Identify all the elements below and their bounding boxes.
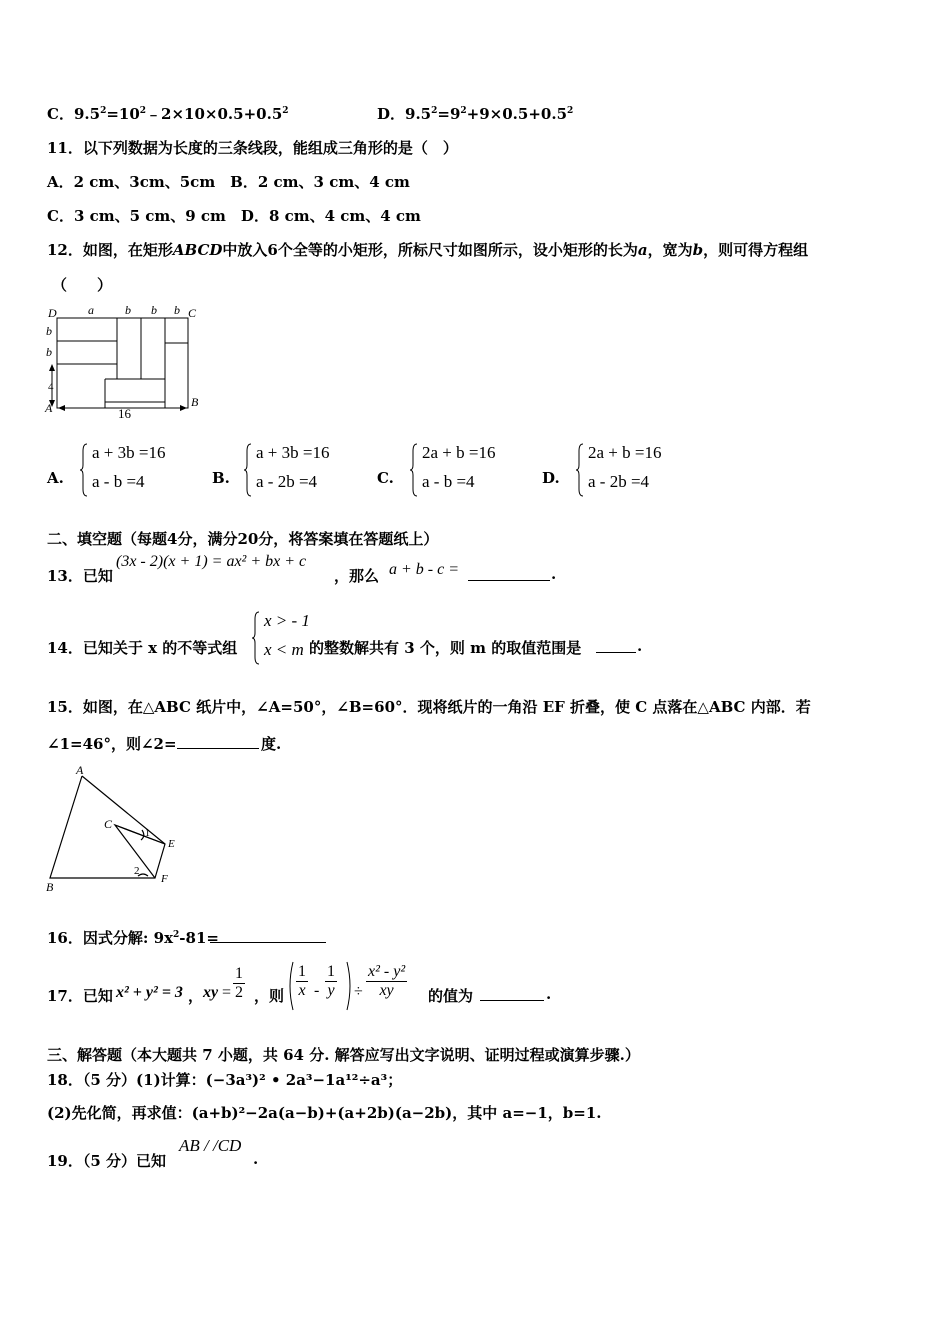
fig12-label-d: D bbox=[48, 306, 57, 320]
q14-answer-blank[interactable] bbox=[596, 638, 636, 653]
brace-icon bbox=[576, 443, 584, 497]
q16-answer-blank[interactable] bbox=[210, 928, 326, 943]
brace-icon bbox=[244, 443, 252, 497]
q17-equals: = bbox=[222, 984, 232, 1001]
q10-option-d: D．$9.5^2=9^2+9\times 0.5+0.5^2$ bbox=[377, 105, 574, 123]
fig12-label-b: B bbox=[191, 395, 199, 409]
q17-end: . bbox=[546, 985, 552, 1003]
fig12-top-b3: b bbox=[174, 303, 180, 317]
fig12-top-b1: b bbox=[125, 303, 131, 317]
fig12-label-a: A bbox=[45, 401, 53, 415]
q17-prefix: 17．已知 bbox=[47, 987, 113, 1005]
fig12-top-b2: b bbox=[151, 303, 157, 317]
q12-option-a-label: A. bbox=[47, 469, 64, 487]
fig12-top-a: a bbox=[88, 303, 94, 317]
fig15-label-a: A bbox=[76, 763, 84, 777]
brace-icon bbox=[410, 443, 418, 497]
q14-prefix: 14．已知关于 x 的不等式组 bbox=[47, 639, 238, 657]
q15-line1: 15．如图，在△ABC 纸片中，∠A=50°，∠B=60°．现将纸片的一角沿 EF 折叠，使 C 点落在△ABC 内部．若 bbox=[47, 698, 811, 716]
q15-line2-prefix: ∠1=46°，则∠2= bbox=[47, 735, 177, 753]
q12-option-c-label: C. bbox=[377, 469, 394, 487]
fig15-label-c: C bbox=[104, 817, 113, 831]
q19-end: . bbox=[253, 1150, 259, 1168]
q12-paren: （ ） bbox=[52, 276, 113, 294]
q13-end: . bbox=[551, 565, 557, 583]
q13-prefix: 13．已知 bbox=[47, 567, 113, 585]
section2-title: 二、填空题（每题4分，满分20分，将答案填在答题纸上） bbox=[47, 530, 439, 548]
fig12-left-b2: b bbox=[46, 345, 52, 359]
q13-mid: ，那么 bbox=[334, 567, 380, 585]
q14-end: . bbox=[637, 637, 643, 655]
q17-divide: ÷ bbox=[354, 983, 363, 1000]
q12-option-d-label: D. bbox=[542, 469, 560, 487]
q17-minus: - bbox=[314, 982, 320, 999]
q17-half-fraction: $\frac{1}{2}$ bbox=[235, 965, 243, 1001]
q17-then: ，则 bbox=[254, 987, 285, 1005]
q11-options-row1: A．2 cm、3cm、5cm B．2 cm、3 cm、4 cm bbox=[47, 173, 410, 191]
q17-suffix: 的值为 bbox=[428, 987, 474, 1005]
fig12-bottom-16: 16 bbox=[118, 406, 131, 420]
brace-icon bbox=[80, 443, 88, 497]
q17-fraction-1-over-x: $\frac{1}{x}$ bbox=[298, 963, 306, 999]
fig15-label-e: E bbox=[168, 838, 175, 850]
q17-condition2: xy bbox=[203, 984, 219, 1001]
fig12-label-c: C bbox=[188, 306, 197, 320]
q11-question: 11．以下列数据为长度的三条线段，能组成三角形的是（ ） bbox=[47, 139, 458, 157]
q17-answer-blank[interactable] bbox=[480, 986, 544, 1001]
q14-suffix: 的整数解共有 3 个，则 m 的取值范围是 bbox=[309, 639, 582, 657]
q19-formula: AB / /CD bbox=[179, 1136, 242, 1155]
q12-question: 12．如图，在矩形ABCD中放入6个全等的小矩形，所标尺寸如图所示，设小矩形的长为a，宽为b，则可得方程组 bbox=[47, 241, 809, 259]
q15-line2-suffix: 度. bbox=[261, 735, 282, 753]
q12-rectangle-figure bbox=[40, 300, 210, 420]
q17-fraction-main: $\frac{\text{x² - y²}}{xy}$ bbox=[368, 963, 406, 999]
fig12-left-4: 4 bbox=[48, 381, 54, 393]
q18-line1: 18．（5 分）(1)计算：(−3a³)² • 2a³−1a¹²÷a³； bbox=[47, 1071, 403, 1089]
q12-option-b-label: B. bbox=[212, 469, 230, 487]
q17-condition1: x² + y² = 3 bbox=[116, 984, 183, 1001]
fig15-angle-1: 1 bbox=[145, 828, 150, 839]
fig12-left-b1: b bbox=[46, 324, 52, 338]
q13-formula: (3x - 2)(x + 1) = ax² + bx + c bbox=[116, 553, 307, 570]
q19-prefix: 19．（5 分）已知 bbox=[47, 1152, 167, 1170]
fig15-angle-2: 2 bbox=[134, 865, 140, 877]
q16-question: 16．因式分解: $9x^2-81=$ bbox=[47, 929, 219, 947]
q18-line2: (2)先化简，再求值：(a+b)²−2a(a−b)+(a+2b)(a−2b)，其中 a=−1，b=1. bbox=[47, 1104, 602, 1122]
q11-options-row2: C．3 cm、5 cm、9 cm D．8 cm、4 cm、4 cm bbox=[47, 207, 421, 225]
fig15-label-b: B bbox=[46, 880, 54, 894]
q17-fraction-1-over-y: $\frac{1}{y}$ bbox=[327, 963, 335, 999]
q15-triangle-figure bbox=[40, 760, 190, 895]
q13-answer-blank[interactable] bbox=[468, 566, 550, 581]
q15-answer-blank[interactable] bbox=[177, 734, 259, 749]
brace-icon bbox=[252, 611, 260, 665]
q10-option-c: C．$9.5^2=10^2﹣2\times 10\times 0.5+0.5^2$ bbox=[47, 105, 289, 123]
fig15-label-f: F bbox=[161, 873, 168, 885]
section3-title: 三、解答题（本大题共 7 小题，共 64 分. 解答应写出文字说明、证明过程或演算步骤.） bbox=[47, 1046, 640, 1064]
q13-expression: a + b - c = bbox=[389, 561, 460, 578]
